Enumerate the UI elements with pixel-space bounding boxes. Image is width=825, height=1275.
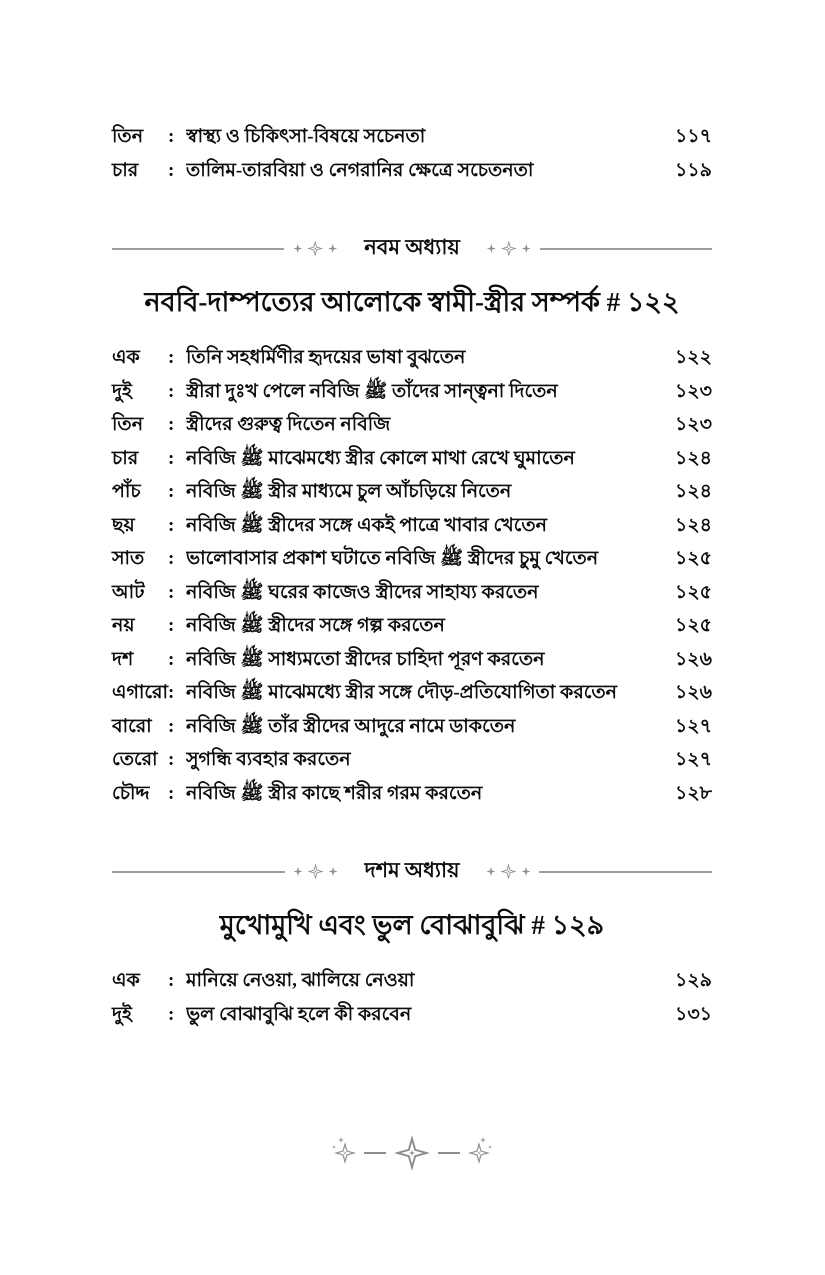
entry-title: তালিম-তারবিয়া ও নেগরানির ক্ষেত্রে সচেতনতা — [186, 159, 534, 181]
entry-title: নবিজি ﷺ সাধ্যমতো স্ত্রীদের চাহিদা পূরণ করতেন — [186, 648, 545, 670]
diamond-ornament-right — [487, 241, 531, 257]
entry-page-number: ১২৬ — [674, 682, 712, 703]
divider-rule-left — [112, 871, 285, 873]
entry-serial: ছয় — [112, 514, 135, 536]
entry-page-number: ১২৭ — [674, 749, 712, 770]
toc-entry — [112, 154, 712, 188]
small-diamond-icon — [521, 867, 530, 876]
entry-colon: : — [168, 126, 175, 147]
entry-title: ভুল বোঝাবুঝি হলে কী করবেন — [186, 1003, 412, 1025]
small-star-icon — [468, 1142, 490, 1164]
entry-serial: এক — [112, 970, 140, 991]
toc-entry — [112, 710, 712, 744]
small-diamond-icon — [294, 867, 303, 876]
entry-title: সুগন্ধি ব্যবহার করতেন — [186, 749, 351, 770]
entry-page-number: ১২৪ — [674, 481, 712, 502]
toc-entry — [112, 998, 712, 1032]
large-diamond-icon — [308, 864, 324, 880]
entry-colon: : — [168, 347, 175, 368]
entry-title: নবিজি ﷺ স্ত্রীদের সঙ্গে একই পাত্রে খাবার খেতেন — [186, 514, 547, 536]
entry-title: তিনি সহধর্মিণীর হৃদয়ের ভাষা বুঝতেন — [186, 347, 466, 368]
entry-page-number: ১২৪ — [674, 514, 712, 536]
entry-title: নবিজি ﷺ তাঁর স্ত্রীদের আদুরে নামে ডাকতেন — [186, 715, 516, 737]
entry-page-number: ১২৭ — [674, 715, 712, 737]
entry-colon: : — [168, 648, 175, 670]
divider-rule-right — [539, 871, 712, 873]
entry-title: স্ত্রীদের গুরুত্ব দিতেন নবিজি — [186, 414, 391, 435]
entry-title: নবিজি ﷺ মাঝেমধ্যে স্ত্রীর কোলে মাথা রেখে ঘুমাতেন — [186, 447, 575, 469]
small-star-icon — [334, 1142, 356, 1164]
toc-entry — [112, 743, 712, 777]
diamond-ornament-left — [294, 864, 338, 880]
entry-title: নবিজি ﷺ স্ত্রীর কাছে শরীর গরম করতেন — [186, 782, 483, 804]
entry-page-number: ১২৬ — [674, 648, 712, 670]
toc-entry — [112, 542, 712, 576]
sparkle-icon — [338, 1137, 344, 1143]
small-diamond-icon — [487, 244, 496, 253]
entry-colon: : — [168, 159, 175, 181]
diamond-ornament-right — [486, 864, 530, 880]
entry-page-number: ১২৫ — [674, 581, 712, 603]
entry-page-number: ১৩১ — [674, 1003, 712, 1025]
entry-colon: : — [168, 682, 175, 703]
entry-page-number: ১১৭ — [674, 126, 712, 147]
entry-page-number: ১২২ — [674, 347, 712, 368]
section-entries — [112, 964, 712, 1031]
entry-serial: আট — [112, 581, 145, 603]
entry-colon: : — [168, 715, 175, 737]
section-chapter-10 — [112, 854, 712, 1031]
entry-serial: চার — [112, 159, 139, 181]
entry-page-number: ১১৯ — [675, 159, 712, 181]
entry-title: নবিজি ﷺ স্ত্রীর মাধ্যমে চুল আঁচড়িয়ে নিতেন — [186, 481, 512, 502]
section-title: নববি-দাম্পত্যের আলোকে স্বামী-স্ত্রীর সম্পর্ক # ১২২ — [144, 287, 680, 317]
entry-page-number: ১২৪ — [674, 447, 712, 469]
entry-serial: তেরো — [112, 749, 158, 770]
entry-page-number: ১২৫ — [674, 548, 712, 569]
entry-serial: পাঁচ — [112, 481, 141, 502]
leading-entries — [112, 120, 712, 187]
entry-serial: দশ — [112, 648, 134, 670]
entry-colon: : — [168, 581, 175, 603]
entry-colon: : — [168, 447, 175, 469]
toc-entry — [112, 509, 712, 543]
entry-serial: চৌদ্দ — [112, 782, 150, 804]
chapter-divider — [112, 231, 712, 266]
entry-page-number: ১২৫ — [674, 615, 712, 636]
entry-colon: : — [168, 548, 175, 569]
toc-entry — [112, 643, 712, 677]
small-diamond-icon — [329, 867, 338, 876]
chapter-divider — [112, 854, 712, 889]
toc-entry — [112, 442, 712, 476]
entry-page-number: ১২৮ — [674, 782, 712, 804]
entry-title: নবিজি ﷺ মাঝেমধ্যে স্ত্রীর সঙ্গে দৌড়-প্রতিযোগিতা করতেন — [186, 682, 618, 703]
large-diamond-icon — [307, 241, 323, 257]
entry-colon: : — [168, 970, 175, 991]
entry-title: মানিয়ে নেওয়া, ঝালিয়ে নেওয়া — [186, 970, 415, 991]
entry-serial: সাত — [112, 548, 145, 569]
section-chapter-9 — [112, 231, 712, 810]
entry-serial: নয় — [112, 615, 135, 636]
end-ornament — [112, 1135, 712, 1171]
toc-entry — [112, 120, 712, 154]
toc-entry — [112, 408, 712, 442]
small-diamond-icon — [293, 244, 302, 253]
entry-colon: : — [168, 514, 175, 536]
toc-entry — [112, 341, 712, 375]
divider-rule-left — [112, 248, 284, 250]
toc-entry — [112, 375, 712, 409]
toc-entry — [112, 777, 712, 811]
sparkle-icon — [332, 1145, 336, 1149]
ornament-dash — [364, 1152, 386, 1155]
entry-title: নবিজি ﷺ ঘরের কাজেও স্ত্রীদের সাহায্য করতেন — [186, 581, 539, 603]
divider-rule-right — [540, 248, 712, 250]
chapter-heading: দশম অধ্যায় — [364, 858, 460, 882]
entry-colon: : — [168, 414, 175, 435]
entry-page-number: ১২৩ — [674, 380, 712, 402]
entry-title: নবিজি ﷺ স্ত্রীদের সঙ্গে গল্প করতেন — [186, 615, 445, 636]
entry-title: ভালোবাসার প্রকাশ ঘটাতে নবিজি ﷺ স্ত্রীদের চুমু খেতেন — [186, 548, 599, 569]
entry-colon: : — [168, 615, 175, 636]
entry-title: স্ত্রীরা দুঃখ পেলে নবিজি ﷺ তাঁদের সান্ত্বনা দিতেন — [186, 380, 558, 402]
toc-entry — [112, 964, 712, 998]
toc-entry — [112, 576, 712, 610]
large-star-icon — [394, 1135, 430, 1171]
large-diamond-icon — [501, 241, 517, 257]
entry-title: স্বাস্থ্য ও চিকিৎসা-বিষয়ে সচেনতা — [186, 126, 426, 147]
small-diamond-icon — [522, 244, 531, 253]
entry-colon: : — [168, 1003, 175, 1025]
ornament-dash — [438, 1152, 460, 1155]
section-entries — [112, 341, 712, 810]
section-title: মুখোমুখি এবং ভুল বোঝাবুঝি # ১২৯ — [219, 910, 605, 940]
toc-entry — [112, 609, 712, 643]
entry-serial: দুই — [112, 380, 132, 402]
entry-page-number: ১২৯ — [674, 970, 712, 991]
entry-colon: : — [168, 380, 175, 402]
sparkle-icon — [480, 1137, 486, 1143]
toc-entry — [112, 676, 712, 710]
entry-serial: তিন — [112, 126, 144, 147]
entry-serial: দুই — [112, 1003, 132, 1025]
entry-colon: : — [168, 481, 175, 502]
entry-serial: চার — [112, 447, 139, 469]
chapter-heading: নবম অধ্যায় — [364, 235, 460, 259]
toc-entry — [112, 475, 712, 509]
entry-serial: এক — [112, 347, 140, 368]
diamond-ornament-left — [293, 241, 337, 257]
entry-serial: বারো — [112, 715, 152, 737]
large-diamond-icon — [500, 864, 516, 880]
entry-serial: তিন — [112, 414, 144, 435]
small-diamond-icon — [486, 867, 495, 876]
entry-page-number: ১২৩ — [674, 414, 712, 435]
sparkle-icon — [488, 1145, 492, 1149]
entry-colon: : — [168, 782, 175, 804]
small-diamond-icon — [328, 244, 337, 253]
entry-colon: : — [168, 749, 175, 770]
entry-serial: এগারো — [112, 682, 169, 703]
